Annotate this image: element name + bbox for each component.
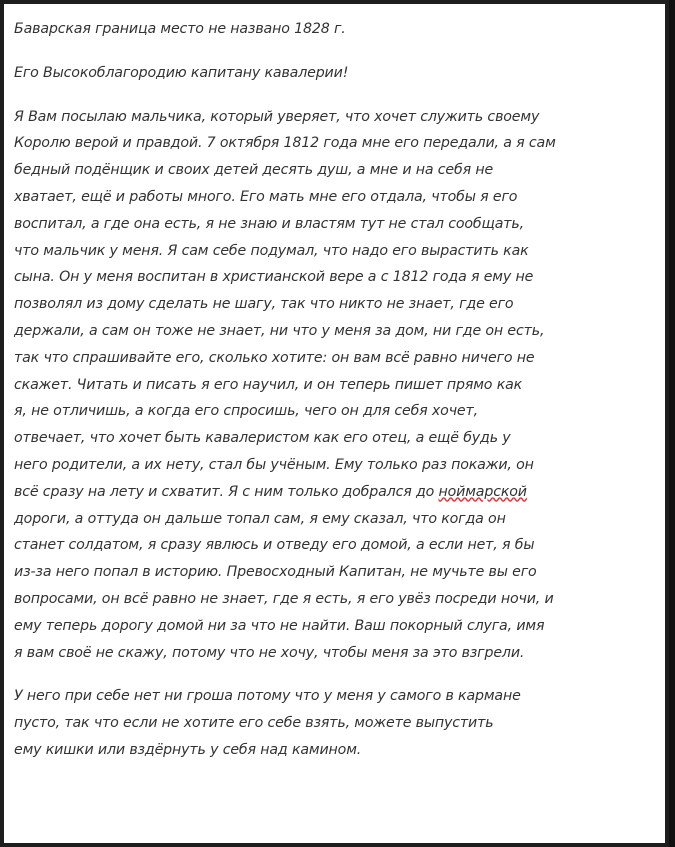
body-line: дороги, а оттуда он дальше топал сам, я ему сказал, что когда он [14,510,506,527]
paragraph-gap [14,87,654,104]
body-line: воспитал, а где она есть, я не знаю и властям тут не стал сообщать, [14,215,524,232]
paragraph-gap [14,666,654,683]
body-line: вопросами, он всё равно не знает, где я есть, я его увёз посреди ночи, и [14,590,554,607]
postscript-line: У него при себе нет ни гроша потому что у меня у самого в кармане [14,688,521,705]
body-line: отвечает, что хочет быть кавалеристом как его отец, а ещё будь у [14,430,511,447]
body-line: так что спрашивайте его, сколько хотите: он вам всё равно ничего не [14,349,535,366]
body-line: сына. Он у меня воспитан в христианской вере а с 1812 года я ему не [14,269,534,286]
letter-heading: Баварская граница место не названо 1828 г. [14,21,346,37]
body-line: хватает, ещё и работы много. Его мать мне его отдала, чтобы я его [14,188,518,205]
body-line: станет солдатом, я сразу явлюсь и отведу его домой, а если нет, я бы [14,537,535,554]
body-text-segment: всё сразу на лету и схватит. Я с ним только добрался до [14,483,439,500]
spellcheck-marked-word[interactable]: ноймарской [438,483,527,500]
letter-salutation: Его Высокоблагородию капитану кавалерии! [14,64,349,81]
body-line: позволял из дому сделать не шагу, так что никто не знает, где его [14,296,514,313]
body-line: я, не отличишь, а когда его спросишь, чего он для себя хочет, [14,403,478,420]
body-line: из-за него попал в историю. Превосходный Капитан, не мучьте вы его [14,564,537,581]
body-line: я вам своё не скажу, потому что не хочу, чтобы меня за это взгрели. [14,644,525,661]
body-line: что мальчик у меня. Я сам себе подумал, что надо его вырастить как [14,242,529,259]
body-line-with-spellcheck [14,479,654,506]
body-line: держали, а сам он тоже не знает, ни что у меня за дом, ни где он есть, [14,322,545,339]
letter-postscript [14,683,654,763]
body-line: бедный подёнщик и своих детей десять душ, а мне и на себя не [14,162,494,179]
body-line: него родители, а их нету, стал бы учёным. Ему только раз покажи, он [14,456,534,473]
letter-body [14,104,654,667]
postscript-line: ему кишки или вздёрнуть у себя над камином. [14,741,362,758]
window-scroll-edge[interactable] [669,0,675,847]
body-line: скажет. Читать и писать я его научил, и он теперь пишет прямо как [14,376,523,393]
body-line: Я Вам посылаю мальчика, который уверяет, что хочет служить своему [14,108,540,125]
document-page [4,4,665,843]
body-line: Королю верой и правдой. 7 октября 1812 года мне его передали, а я сам [14,135,556,152]
letter-text [14,16,654,764]
body-line: ему теперь дорогу домой ни за что не найти. Ваш покорный слуга, имя [14,617,545,634]
paragraph-gap [14,43,654,60]
postscript-line: пусто, так что если не хотите его себе взять, можете выпустить [14,715,494,732]
